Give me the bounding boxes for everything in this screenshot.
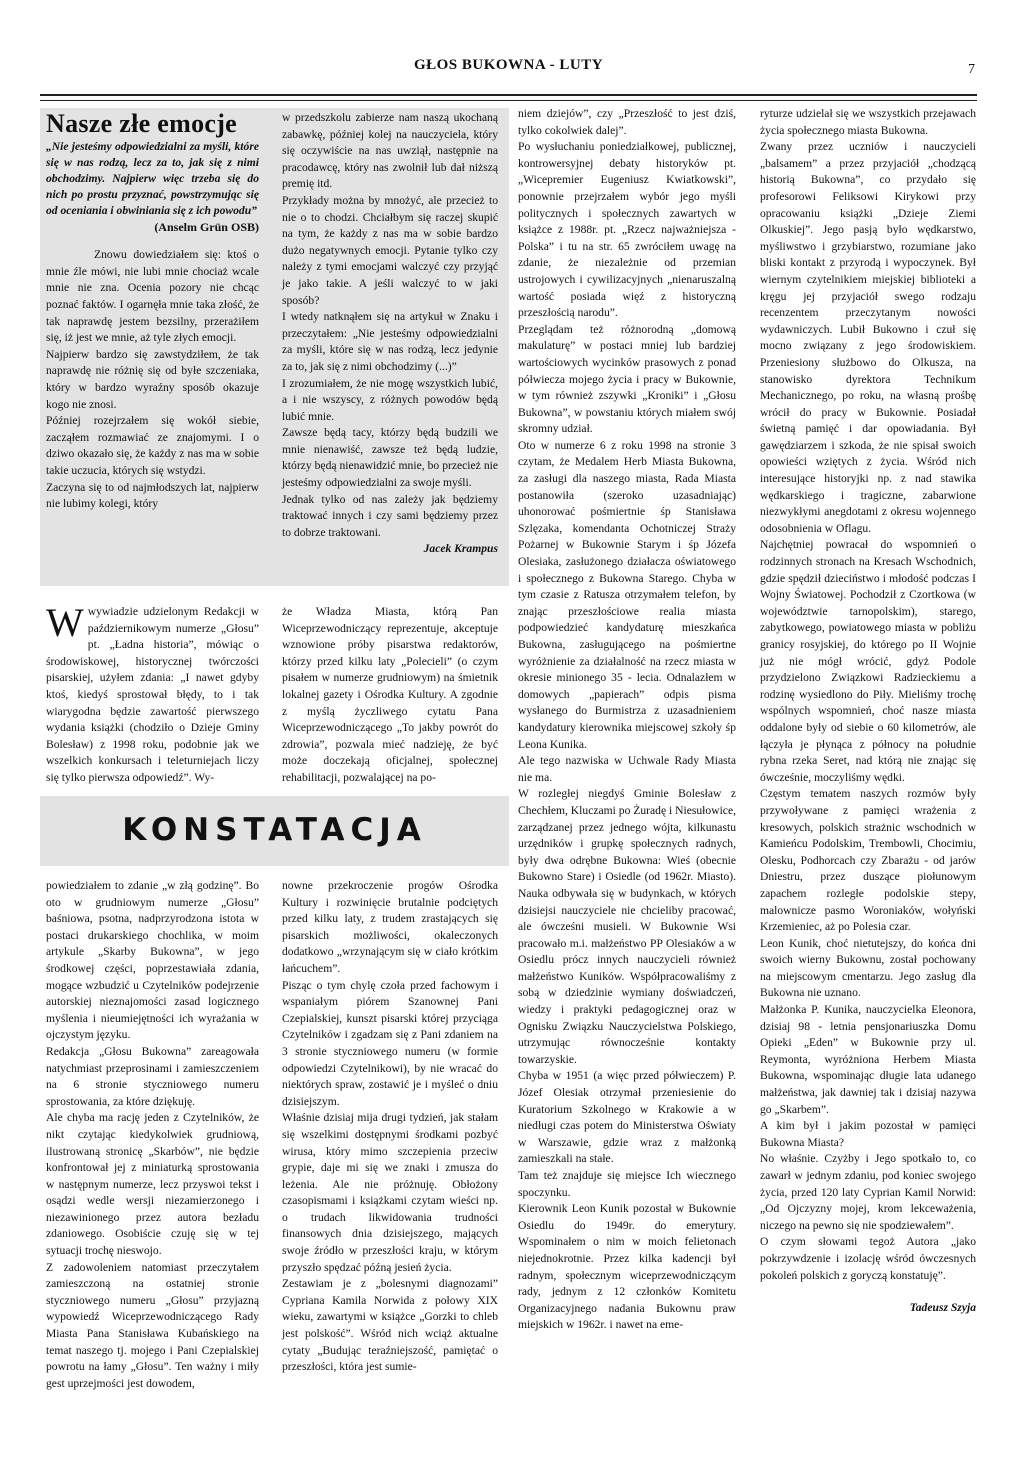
paragraph: ryturze udzielał się we wszystkich przejawach życia społecznego miasta Bukowna. [760,107,976,137]
article1-motto-author: (Anselm Grün OSB) [154,219,259,234]
paragraph: Zestawiam je z „bolesnymi diagnozami” Cypriana Kamila Norwida z połowy XIX wieku, zawartymi w książce „Gorzki to chleb jest polskość”. Wśród nich wciąż aktualne cytaty „Budując teraźniejszość, pamiętać o przeszłości, która jest sumie- [282,1277,498,1374]
paragraph: Najpierw bardzo się zawstydziłem, że tak naprawdę nie różnię się od byłe szczeniaka, który w bardzo wyraźny sposób okazuje kogo nie znosi. [46,347,259,411]
article2-signature: Tadeusz Szyja [909,1301,976,1315]
paragraph: Później rozejrzałem się wokół siebie, zacząłem rozmawiać ze znajomymi. I o dziwo okazało się, że każdy z nas ma w sobie takie uczucia, których się wstydzi. [46,414,259,477]
paragraph: powiedziałem to zdanie „w złą godzinę”. Bo oto w grudniowym numerze „Głosu” baśniowa, psotna, nadprzyrodzona istota w postaci drukarskiego chochlika, w moim artykule „Skarby Bukowna”, w jego środkowej części, poprzestawiała zdania, mogące wzbudzić u Czytelników podejrzenie autorskiej nieznajomości zasad logicznego myślenia i nieumiejętności ich wyrażania w ojczystym języku. [46,879,259,1042]
paragraph: Przeglądam też różnorodną „domową makulaturę” w postaci mniej lub bardziej wartościowych wycinków prasowych z ponad półwiecza mojego życia i pracy w Bukownie, w tym również zszywki „Kroniki” i „Głosu Bukowna”, w powstaniu których miałem swój skromny udział. [518,322,736,436]
paragraph: że Władza Miasta, którą Pan Wiceprzewodniczący reprezentuje, akceptuje wznowione próby pisarstwa redaktorów, którzy przed kilku laty „Polecieli” (o czym pisałem w numerze grudniowym) na śmietnik lokalnej gazety i Ośrodka Kultury. A zgodnie z myślą życzliwego cytatu Pana Wiceprzewodniczącego „To jakby powrót do zdrowia”, pozwala mieć nadzieję, że być może doczekają oficjalnej, społecznej rehabilitacji, pozwalającej na po- [282,605,498,784]
paragraph: Po wysłuchaniu poniedziałkowej, publicznej, kontrowersyjnej debaty historyków pt. „Wicepremier Eugeniusz Kwiatkowski”, ponownie przejrzałem wybór jego myśli politycznych i społecznych zawartych w książce z 1988r. pt. „Rzecz najważniejsza - Polska” i tu na str. 65 zwróciłem uwagę na zdanie, że niezależnie od przemian ustrojowych i cywilizacyjnych „nienaruszalną wartość posiada więź z historyczną przeszłością narodu”. [518,140,736,320]
paragraph: A kim był i jakim pozostał w pamięci Bukowna Miasta? [760,1119,976,1149]
article1-motto: „Nie jesteśmy odpowiedzialni za myśli, które się w nas rodzą, lecz za to, jak się z nimi obchodzimy. Najpierw więc trzeba się do nich po prostu przyznać, powstrzymując się od oceniania i obwiniania się z ich powodu” [46,139,259,217]
paragraph: wywiadzie udzielonym Redakcji w październikowym numerze „Głosu” pt. „Ładna historia”, mówiąc o środowiskowej, historycznej twórczości pisarskiej, użyłem zdania: „I nawet gdyby ktoś, kiedyś sprostował błędy, to i tak wiarygodna będzie zawartość pierwszego wydania książki (chodziło o Dzieje Gminy Bolesław) z 1998 roku, podobnie jak we wszelkich konkursach i teleturniejach liczy się tylko pierwsza odpowiedź”. Wy- [46,605,259,784]
paragraph: Z zadowoleniem natomiast przeczytałem zamieszczoną na ostatniej stronie styczniowego numeru „Głosu” przyjazną wypowiedź Wiceprzewodniczącego Rady Miasta Pana Stanisława Kubańskiego na temat naszego tj. mojego i Pani Czepialskiej powrotu na łamy „Głosu”. Ten ważny i miły gest uprzejmości jest dowodem, [46,1260,259,1390]
paragraph: I wtedy natknąłem się na artykuł w Znaku i przeczytałem: „Nie jesteśmy odpowiedzialni za myśli, które się w nas rodzą, lecz jedynie za to, jak się z nimi obchodzimy (...)” [282,310,498,373]
paragraph: Pisząc o tym chylę czoła przed fachowym i wspaniałym piórem Szanownej Pani Czepialskiej, kunszt pisarski której przyciąga Czytelników i zgadzam się z Pani zdaniem na 3 stronie styczniowego numeru (w formie odpowiedzi Czytelnikowi), by nie wracać do niektórych spraw, zostawić je i myśleć o dniu dzisiejszym. [282,978,498,1108]
article1-signature: Jacek Krampus [423,542,498,556]
paragraph: W rozległej niegdyś Gminie Bolesław z Chechłem, Kluczami po Żuradę i Niesułowice, zarządzanej przez jednego wójta, kilkunastu urzędników i grupkę społecznych radnych, były dwa odrębne Bukowna: Wieś (obecnie Bukowno Stare) i Osiedle (od 1962r. Miasto). Nauka odbywała się w budynkach, w których dzisiejsi nauczyciele nie chcieliby pracować, ale ówcześni musieli. W Bukownie Wsi pracowało m.i. małżeństwo PP Olesiaków a w Osiedlu prócz innych nauczycieli również małżeństwo Kuników. Współpracowaliśmy z sobą w dziedzinie wymiany doświadczeń, wiedzy i praktyki pedagogicznej oraz w Ognisku Związku Nauczycielstwa Polskiego, utrzymując równocześnie kontakty towarzyskie. [518,787,736,1066]
article2-heading: KONSTATACJA [122,812,427,848]
article2-col4 [760,106,976,1317]
article1-title: Nasze złe emocje [46,109,238,138]
paragraph: Zwany przez uczniów i nauczycieli „balsamem” a przez przyjaciół „chodzącą historią Bukowna”, co przydało się profesorowi Feliksowi Kirykowi przy opracowaniu książki „Dzieje Ziemi Olkuskiej”. Jego pasją było wędkarstwo, myśliwstwo i grzybiarstwo, rozumiane jako bliski kontakt z przyrodą i wypoczynek. Był wiernym czytelnikiem miejskiej biblioteki a kręgu jej przyjaciół swego rodzaju recenzentem przeczytanym nowości wydawniczych. Lubił Bukowno i czuł się mocno związany z jego środowiskiem. Przeniesiony służbowo do Olkusza, na stanowisko dyrektora Technikum Mechanicznego, po roku, na własną prośbę wrócił do pracy w Bukownie. Posiadał świetną pamięć i dar opowiadania. Był gawędziarzem i szkoda, że nie spisał swoich opowieści wziętych z życia. Wśród nich interesujące historyjki np. z nad stawika wędkarskiego i tragiczne, zabarwione niezwykłymi anegdotami z okresu wojennego odosobnienia w Oflagu. [760,140,976,535]
paragraph: No właśnie. Czyżby i Jego spotkało to, co zawarł w jednym zdaniu, pod koniec swojego życia, przed 120 laty Cyprian Kamil Norwid: „Od Ojczyzny mojej, krom lekceważenia, niczego na pewno się nie spodziewałem”. [760,1152,976,1232]
paragraph: Częstym tematem naszych rozmów były przywoływane z pamięci wrażenia z kresowych, polskich strażnic wschodnich w Kamieńcu Podolskim, Trembowli, Chocimiu, Olesku, Podhorcach czy Zbarażu - od jarów Dniestru, przez duszące piołunowym zapachem rozległe podolskie stepy, malownicze pasmo Woroniaków, wołyński Krzemieniec, aż po Polesia czar. [760,787,976,934]
paragraph: Jednak tylko od nas zależy jak będziemy traktować innych i czy sami będziemy przez to dobrze traktowani. [282,492,498,539]
newspaper-title: GŁOS BUKOWNA - LUTY [413,57,604,73]
paragraph: Tam też znajduje się miejsce Ich wiecznego spoczynku. [518,1169,736,1199]
paragraph: Przykłady można by mnożyć, ale przecież to nie o to chodzi. Chciałbym się raczej skupić na tym, że każdy z nas ma w sobie bardzo dużo negatywnych emocji. Pytanie tylko czy należy z tymi emocjami walczyć czy przyjąć je jako takie. A jeśli walczyć to w jaki sposób? [282,193,498,307]
article2-col2 [282,878,498,1376]
paragraph: w przedszkolu zabierze nam naszą ukochaną zabawkę, później kolej na nauczyciela, który się oczywiście na nas uwziął, następnie na pracodawcę, który nas zwolnił lub dał niższą premię itd. [282,111,498,191]
paragraph: Ale tego nazwiska w Uchwale Rady Miasta nie ma. [518,754,736,784]
drop-cap: W [46,600,84,645]
paragraph: nowne przekroczenie progów Ośrodka Kultury i rozwinięcie brutalnie podciętych przed kilku laty, z trudem zrastających się pisarskich możliwości, okaleczonych dodatkowo „wrzynającym się w ciało krótkim łańcuchem”. [282,879,498,975]
paragraph: Właśnie dzisiaj mija drugi tydzień, jak stałam się wszelkimi dostępnymi środkami pozbyć wirusa, który mimo szczepienia przeciw grypie, daje mi się we znaki i zmusza do leżenia. Ale nie próżnuję. Obłożony czasopismami i książkami czytam wieści np. o trudach likwidowania trudności finansowych dnia dzisiejszego, mających swoje źródło w przeszłości kraju, w którym przyszło spędzać późną jesień życia. [282,1111,498,1274]
article1-col1 [46,110,259,513]
paragraph: Małżonka P. Kunika, nauczycielka Eleonora, dzisiaj 98 - letnia pensjonariuszka Domu Opieki „Eden” w Bukownie przy ul. Reymonta, wyróżniona Herbem Miasta Bukowna, wspominając długie lata udanego małżeństwa, jak dawniej tak i dzisiaj nazywa go „Skarbem”. [760,1003,976,1116]
paragraph: Znowu dowiedziałem się: ktoś o mnie źle mówi, nie lubi mnie chociaż wcale mnie nie zna. Ocenia pozory nie chcąc poznać faktów. I ogarnęła mnie taka złość, że tak naprawdę jestem bezsilny, przerażiłem się, iż jest we mnie, aż tyle złych emocji. [46,248,259,345]
paragraph: Zawsze będą tacy, którzy będą budzili we mnie nienawiść, zawsze też będą ludzie, którzy będą nienawidzić mnie, bo przecież nie jesteśmy odpowiedzialni za swoje myśli. [282,426,498,490]
paragraph: O czym słowami tegoż Autora „jako pokrzywdzenie i izolację wśród ówczesnych pokoleń polskich z goryczą konstatuję”. [760,1235,976,1282]
header-rule [40,94,977,96]
paragraph: Redakcja „Głosu Bukowna” zareagowała natychmiast przeprosinami i zamieszczeniem na 6 stronie styczniowego numeru sprostowania, za które dziękuję. [46,1044,259,1108]
paragraph: Najchętniej powracał do wspomnień o rodzinnych stronach na Kresach Wschodnich, gdzie spędził dzieciństwo i młodość podczas I Wojny Światowej. Pochodził z Czortkowa (w województwie tarnopolskim), starego, zabytkowego, powiatowego miasta w pobliżu granicy rosyjskiej, do którego po II Wojnie już nie mógł wrócić, gdyż Podole przydzielono Związkowi Radzieckiemu a rodzinę wysiedlono do Piły. Mieliśmy trochę wspólnych wspomnień, choć nasze miasta oddalone były od siebie o 60 kilometrów, ale łączyła je płynąca z północy na południe rybna rzeka Seret, nad którą nie znając się ówcześnie, moczyliśmy wędki. [760,538,976,784]
article1-col2 [282,110,498,558]
article2-col1 [46,878,259,1392]
paragraph: Chyba w 1951 (a więc przed półwieczem) P. Józef Olesiak otrzymał przeniesienie do Kuratorium Szkolnego w Krakowie a w niedługi czas potem do Ministerstwa Oświaty w Warszawie, gdzie wraz z małżonką zamieszkali na stałe. [518,1069,736,1166]
paragraph: Leon Kunik, choć nietutejszy, do końca dni swoich wierny Bukownu, został pochowany na miejscowym cmentarzu. Jego zasług dla Bukowna nie uznano. [760,936,976,1000]
article2-intro-col1 [46,600,259,787]
paragraph: niem dziejów”, czy „Przeszłość to jest dziś, tylko cokolwiek dalej”. [518,107,736,137]
paragraph: Oto w numerze 6 z roku 1998 na stronie 3 czytam, że Medalem Herb Miasta Bukowna, za zasługi dla naszego miasta, Rada Miasta postanowiła (szeroko uzasadniając) uhonorować pośmiertnie śp Stanisława Szlęzaka, komendanta Ochotniczej Straży Pożarnej w Bukownie Starym i śp Józefa Olesiaka, zasłużonego działacza oświatowego i społecznego z Bukowna Starego. Chyba w tym czasie z Ratusza otrzymałem telefon, by znając przeszłościowe realia miasta podpowiedzieć kandydaturę mieszkańca Bukowna, zasługującego na pośmiertne wyróżnienie za działalność na rzecz miasta w okresie minionego 35 - lecia. Odnalazłem w domowych „papierach” odpis pisma wysłanego do Burmistrza z uzasadnieniem kandydatury kierownika miejscowej szkoły śp Leona Kunika. [518,438,736,751]
paragraph: Ale chyba ma rację jeden z Czytelników, że nikt czytając kiedykolwiek grudniową, ilustrowaną stronicę „Skarbów”, nie będzie konfrontował jej z miniaturką sprostowania w następnym numerze, lecz przyswoi tekst i osądzi wedle wersji niezamierzonego i niezawinionego przez autora bezładu zdaniowego. Osobiście czuję się w tej sytuacji trochę nieswojo. [46,1111,259,1258]
paragraph: I zrozumiałem, że nie mogę wszystkich lubić, a i nie wszyscy, z różnych powodów będą lubić mnie. [282,376,498,423]
header-rule-thin [40,100,977,101]
article2-intro-col2 [282,604,498,787]
page-number: 7 [968,62,975,77]
paragraph: Zaczyna się to od najmłodszych lat, najpierw nie lubimy kolegi, który [46,480,259,511]
article2-col3 [518,106,736,1334]
paragraph: Kierownik Leon Kunik pozostał w Bukownie Osiedlu do 1949r. do emerytury. Wspominałem o nim w moich felietonach niejednokrotnie. Przez kilka kadencji był radnym, społecznym wiceprzewodniczącym rady, jednym z 12 członków Komitetu Organizacyjnego nadania Bukownu praw miejskich w 1962r. i nawet na eme- [518,1202,736,1332]
